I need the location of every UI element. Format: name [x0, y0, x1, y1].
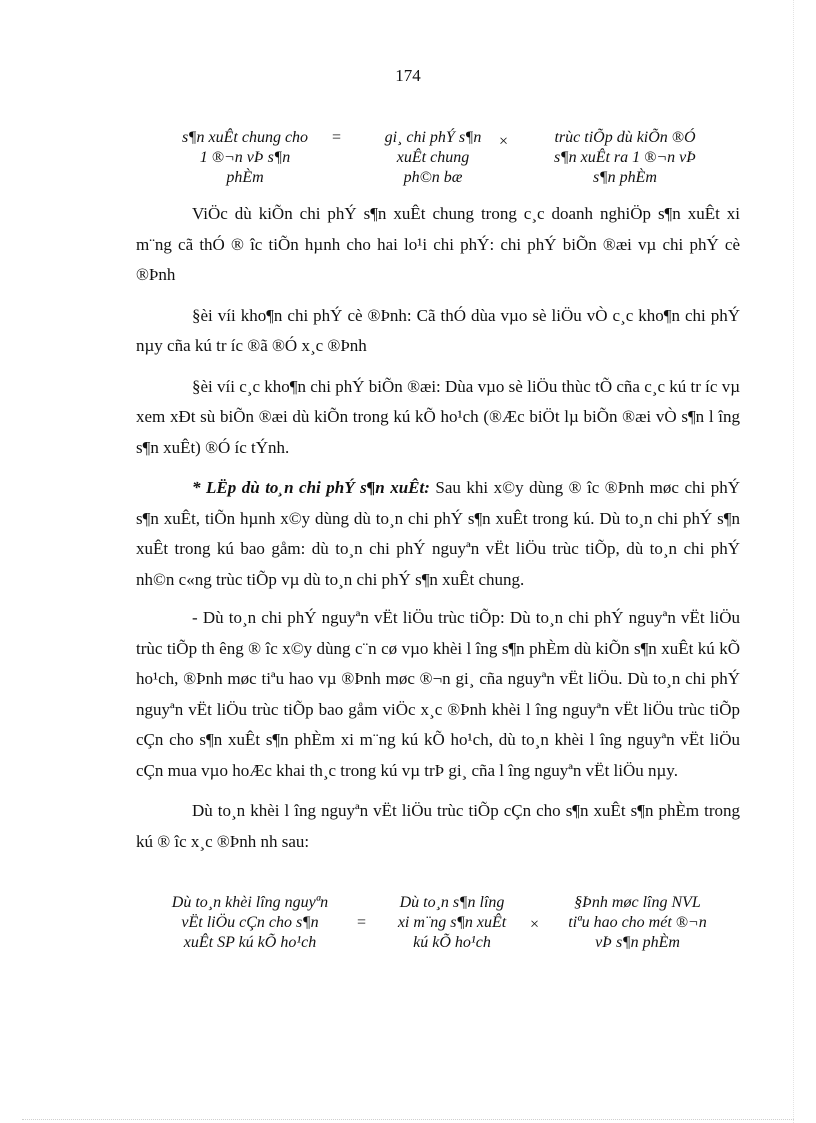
formula-line: §Þnh møc lîng NVL: [574, 894, 701, 911]
formula-line: Dù to¸n khèi lîng nguyªn: [171, 894, 329, 911]
formula-line: Dù to¸n s¶n lîng: [399, 894, 505, 911]
formula-line: xuÊt chung: [396, 149, 470, 166]
formula-line: vËt liÖu cÇn cho s¶n: [181, 914, 319, 931]
page-number: 174: [395, 66, 421, 85]
formula-line: s¶n xuÊt ra 1 ®¬n vÞ: [554, 149, 696, 166]
equals-sign: =: [332, 129, 342, 146]
formula-line: xuÊt SP kú kÕ ho¹ch: [183, 934, 317, 951]
paragraph: §èi víi c¸c kho¶n chi phÝ biÕn ®æi: Dùa vµo sè liÖu thùc tÕ cña c¸c kú tr íc vµ xem xÐt sù biÕn ®æi dù kiÕn trong kú kÕ ho¹ch (®Æc biÖt lµ biÕn ®æi vÒ s¶n l îng s¶n xuÊt) ®Ó íc tÝnh.: [136, 376, 740, 457]
formula-middle-term: [348, 128, 518, 188]
multiply-sign: ×: [499, 133, 509, 150]
page-side-divider: [793, 0, 794, 1123]
formula-left-term: [150, 128, 340, 188]
formula-line: s¶n xuÊt chung cho: [181, 129, 309, 146]
paragraph: §èi víi kho¶n chi phÝ cè ®Þnh: Cã thÓ dùa vµo sè liÖu vÒ c¸c kho¶n chi phÝ nµy cña kú tr íc ®ã ®Ó x¸c ®Þnh: [136, 305, 740, 355]
formula-line: ph©n bæ: [403, 169, 463, 186]
equals-sign: =: [357, 914, 367, 931]
paragraph-budget-heading: [136, 473, 740, 595]
formula-line: gi¸ chi phÝ s¶n: [384, 129, 482, 146]
formula-line: xi m¨ng s¶n xuÊt: [397, 914, 507, 931]
body-text: [136, 199, 740, 867]
page-bottom-divider: [22, 1119, 794, 1120]
multiply-sign: ×: [530, 916, 540, 933]
paragraph: Dù to¸n khèi l îng nguyªn vËt liÖu trùc tiÕp cÇn cho s¶n xuÊt s¶n phÈm trong kú ® îc x¸c ®Þnh nh sau:: [136, 801, 740, 851]
paragraph: - Dù to¸n chi phÝ nguyªn vËt liÖu trùc tiÕp: Dù to¸n chi phÝ nguyªn vËt liÖu trùc tiÕp th êng ® îc x©y dùng c¨n cø vµo khèi l îng s¶n phÈm dù kiÕn s¶n xuÊt kú kÕ ho¹ch, ®Þnh møc tiªu hao vµ ®Þnh møc ®¬n gi¸ cña nguyªn vËt liÖu. Dù to¸n chi phÝ nguyªn vËt liÖu trùc tiÕp bao gåm viÖc x¸c ®Þnh khèi l îng nguyªn vËt liÖu trùc tiÕp cÇn cho s¶n xuÊt s¶n phÈm xi m¨ng kú kÕ ho¹ch, dù to¸n khèi l îng nguyªn vËt liÖu cÇn mua vµo hoÆc khai th¸c trong kú vµ trÞ gi¸ cña l îng nguyªn vËt liÖu nµy.: [136, 608, 740, 780]
formula-line: 1 ®¬n vÞ s¶n: [199, 149, 291, 166]
formula-material-quantity: [150, 893, 740, 955]
formula-line: tiªu hao cho mét ®¬n: [568, 914, 707, 931]
formula-right-term: [545, 893, 730, 953]
formula-left-term: [150, 893, 350, 953]
formula-line: phÈm: [226, 169, 264, 186]
formula-overhead-per-unit: [150, 128, 740, 190]
formula-line: vÞ s¶n phÈm: [595, 934, 680, 951]
formula-line: trùc tiÕp dù kiÕn ®Ó: [554, 129, 696, 146]
formula-right-term: [522, 128, 728, 188]
formula-middle-term: [372, 893, 532, 953]
paragraph-text: Sau khi x©y dùng ® îc ®Þnh møc chi phÝ s¶n xuÊt, tiÕn hµnh x©y dùng dù to¸n chi phÝ s¶n xuÊt trong kú. Dù to¸n chi phÝ s¶n xuÊt trong kú bao gåm: dù to¸n chi phÝ nguyªn vËt liÖu trùc tiÕp, dù to¸n chi phÝ nh©n c«ng trùc tiÕp vµ dù to¸n chi phÝ s¶n xuÊt chung.: [136, 478, 741, 589]
section-heading-lead: * LËp dù to¸n chi phÝ s¶n xuÊt:: [192, 478, 430, 497]
paragraph: ViÖc dù kiÕn chi phÝ s¶n xuÊt chung trong c¸c doanh nghiÖp s¶n xuÊt xi m¨ng cã thÓ ® îc tiÕn hµnh cho hai lo¹i chi phÝ: chi phÝ biÕn ®æi vµ chi phÝ cè ®Þnh: [136, 204, 740, 284]
formula-line: s¶n phÈm: [593, 169, 657, 186]
formula-line: kú kÕ ho¹ch: [413, 934, 491, 951]
